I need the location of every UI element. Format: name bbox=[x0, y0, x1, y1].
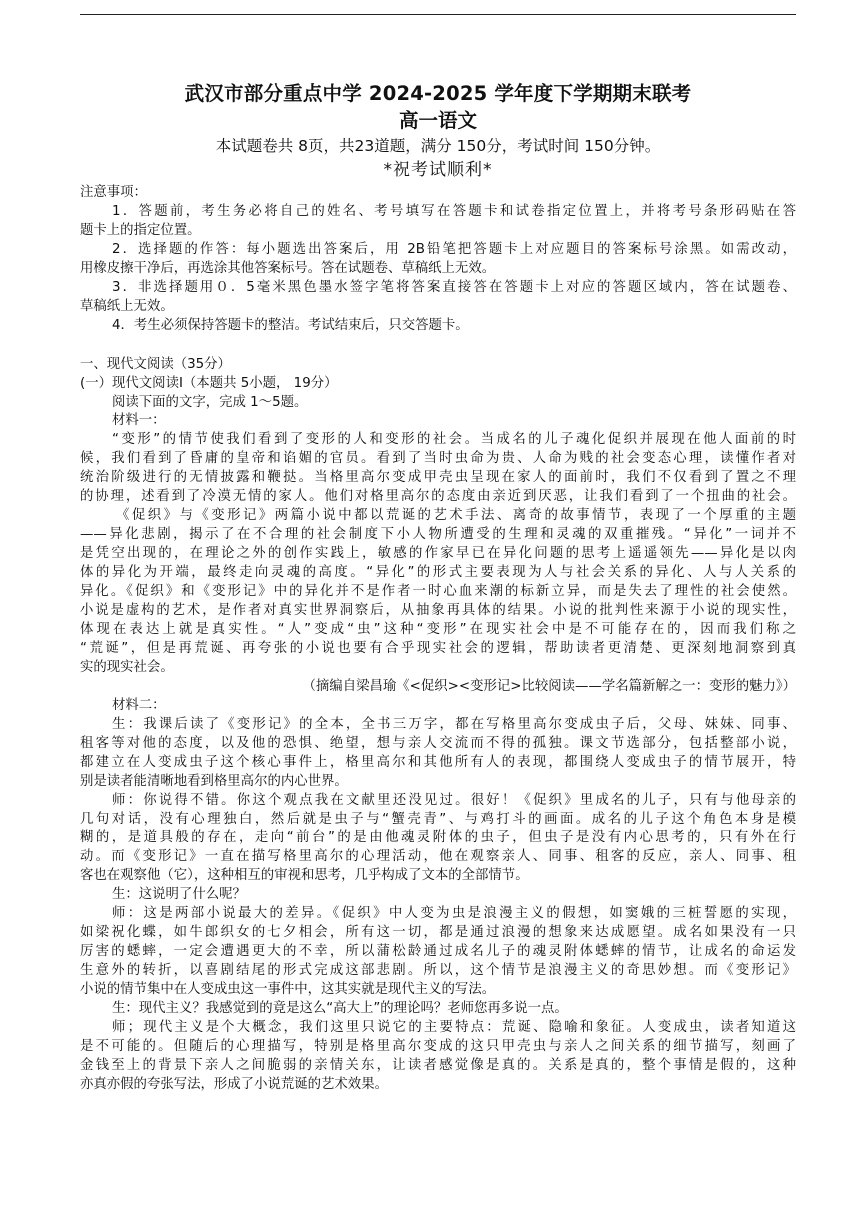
top-rule bbox=[80, 14, 796, 15]
material1-line: 《促织》与《变形记》两篇小说中都以荒诞的艺术手法、离奇的故事情节，表现了一个厚重的主题 bbox=[116, 508, 796, 524]
material2-line: 是不可能的。但随后的心理描写，特别是格里高尔变成的这只甲壳虫与亲人之间关系的细节描写，刻画了 bbox=[80, 1038, 796, 1054]
material2-line: 租客等对他的态度，以及他的恐惧、绝望，想与亲人交流而不得的孤独。课文节选部分，包括整部小说， bbox=[80, 735, 796, 751]
material1-line: 统治阶级进行的无情披露和鞭挞。当格里高尔变成甲壳虫呈现在家人的面前时，我们不仅看到了置之不理 bbox=[80, 470, 796, 486]
material2-line: 亦真亦假的夸张写法，形成了小说荒诞的艺术效果。 bbox=[80, 1076, 388, 1092]
spacer bbox=[80, 336, 796, 356]
material1-line: 的协理，述看到了冷漠无情的家人。他们对格里高尔的态度由亲近到厌恶，让我们看到了一个扭曲的社会。 bbox=[80, 489, 796, 505]
good-luck-line: *祝考试顺利* bbox=[383, 160, 493, 180]
note-line: 题卡上的指定位置。 bbox=[80, 222, 201, 238]
material1-line: “荒诞”，但是再荒诞、再夸张的小说也要有合乎现实社会的逻辑，帮助读者更清楚、更深刻地洞察到真 bbox=[80, 640, 796, 656]
exam-title: 武汉市部分重点中学 2024-2025 学年度下学期期末联考 bbox=[184, 82, 692, 105]
exam-body bbox=[80, 184, 796, 1095]
material2-line: 厉害的蟋蟀，一定会遭遇更大的不幸，所以蒲松龄通过成名儿子的魂灵附体蟋蟀的情节，让成名的命运发 bbox=[80, 944, 796, 960]
material2-line: 生：现代主义？我感觉到的竟是这么“高大上”的理论吗？老师您再多说一点。 bbox=[112, 1001, 568, 1017]
material1-line: 体的异化为开端，最终走向灵魂的高度。“异化”的形式主要表现为人与社会关系的异化、人与人关系的 bbox=[80, 565, 796, 581]
exam-page bbox=[80, 80, 796, 1095]
notes-heading: 注意事项： bbox=[80, 185, 147, 200]
material1-line: 实的现实社会。 bbox=[80, 659, 174, 675]
material2-line: 师；现代主义是个大概念，我们这里只说它的主要特点：荒诞、隐喻和象征。人变成虫，读者知道这 bbox=[112, 1019, 796, 1035]
note-line: 2．选择题的作答：每小题选出答案后，用 2B铅笔把答题卡上对应题目的答案标号涂黑。如需改动， bbox=[112, 241, 796, 257]
material2-line: 生意外的转折，以喜剧结尾的形式完成这部悲剧。所以，这个情节是浪漫主义的奇思妙想。而《变形记》 bbox=[80, 963, 796, 979]
material1-line: 异化。《促织》和《变形记》中的异化并不是作者一时心血来潮的标新立异，而是失去了理性的社会使然。 bbox=[80, 584, 796, 600]
material2-line: 师：这是两部小说最大的差异。《促织》中人变为虫是浪漫主义的假想，如窦娥的三桩誓愿的实现， bbox=[112, 906, 796, 922]
material1-line: “变形”的情节使我们看到了变形的人和变形的社会。当成名的儿子魂化促织并展现在他人面前的时 bbox=[112, 432, 796, 448]
material2-line: 生：这说明了什么呢？ bbox=[112, 887, 246, 903]
reading-instruction: 阅读下面的文字，完成 1～5题。 bbox=[112, 394, 308, 410]
material1-label: 材料一： bbox=[112, 413, 166, 429]
subject-title: 高一语文 bbox=[398, 109, 477, 132]
note-line: 3．非选择题用０．5毫米黑色墨水签字笔将答案直接答在答题卡上对应的答题区域内，答在试题卷、 bbox=[112, 279, 796, 295]
material2-line: 糊的，是道具般的存在，走向“前台”的是由他魂灵附体的虫子，但虫子是没有内心思考的，只有外在行 bbox=[80, 830, 796, 846]
exam-info: 本试题卷共 8页，共23道题，满分 150分，考试时间 150分钟。 bbox=[215, 137, 661, 155]
material2-line: 客也在观察他（它），这种相互的审视和思考，几乎构成了文本的全部情节。 bbox=[80, 868, 529, 884]
material2-line: 都建立在人变成虫子这个核心事件上，格里高尔和其他所有人的表现，都围绕人变成虫子的情节展开，特 bbox=[80, 754, 796, 770]
material2-line: 几句对话，没有心理独白，然后就是虫子与“蟹壳青”、与鸡打斗的画面。成名的儿子这个角色本身是模 bbox=[80, 811, 796, 827]
subsection-heading: (一）现代文阅读Ⅰ（本题共 5小题， 19分） bbox=[80, 375, 338, 391]
note-line: 1．答题前，考生务必将自己的姓名、考号填写在答题卡和试卷指定位置上，并将考号条形码贴在答 bbox=[112, 203, 796, 219]
material2-line: 小说的情节集中在人变成虫这一事件中，这其实就是现代主义的写法。 bbox=[80, 982, 496, 998]
material2-line: 动。而《变形记》一直在描写格里高尔的心理活动，他在观察亲人、同事、租客的反应，亲人、同事、租 bbox=[80, 849, 796, 865]
material2-line: 生：我课后读了《变形记》的全本，全书三万字，都在写格里高尔变成虫子后，父母、妹妹、同事、 bbox=[112, 716, 796, 732]
material2-line: 师：你说得不错。你这个观点我在文献里还没见过。很好！《促织》里成名的儿子，只有与他母亲的 bbox=[112, 792, 796, 808]
material1-line: 小说是虚构的艺术，是作者对真实世界洞察后，从抽象再具体的结果。小说的批判性来源于小说的现实性， bbox=[80, 603, 796, 619]
material1-line: ——异化悲剧，揭示了在不合理的社会制度下小人物所遭受的生理和灵魂的双重摧残。“异化”一词并不 bbox=[80, 527, 796, 543]
material2-line: 别是读者能清晰地看到格里高尔的内心世界。 bbox=[80, 773, 348, 789]
note-line: 4．考生必须保持答题卡的整洁。考试结束后，只交答题卡。 bbox=[112, 317, 469, 333]
material1-line: 是凭空出现的，在理论之外的创作实践上，敏感的作家早已在异化问题的思考上遥遥领先——异化是以肉 bbox=[80, 546, 796, 562]
material2-label: 材料二： bbox=[112, 697, 166, 713]
section-heading: 一、现代文阅读（35分） bbox=[80, 356, 231, 372]
note-line: 草稿纸上无效。 bbox=[80, 298, 174, 314]
material2-line: 金钱至上的背景下亲人之间脆弱的亲情关东，让读者感觉像是真的。关系是真的，整个事情是假的，这种 bbox=[80, 1057, 796, 1073]
note-line: 用橡皮擦干净后，再选涂其他答案标号。答在试题卷、草稿纸上无效。 bbox=[80, 260, 496, 276]
material1-line: 候，我们看到了昏庸的皇帝和谄媚的官员。看到了当时虫命为贵、人命为贱的社会变态心理，读懂作者对 bbox=[80, 451, 796, 467]
material1-source: （摘编自梁昌瑜《<促织><变形记>比较阅读——学名篇新解之一：变形的魅力》） bbox=[302, 678, 796, 694]
material1-line: 体现在表达上就是真实性。“人”变成“虫”这种“变形”在现实社会中是不可能存在的，因而我们称之 bbox=[80, 621, 796, 637]
material2-line: 如梁祝化蝶，如牛郎织女的七夕相会，所有这一切，都是通过浪漫的想象来达成愿望。成名如果没有一只 bbox=[80, 925, 796, 941]
